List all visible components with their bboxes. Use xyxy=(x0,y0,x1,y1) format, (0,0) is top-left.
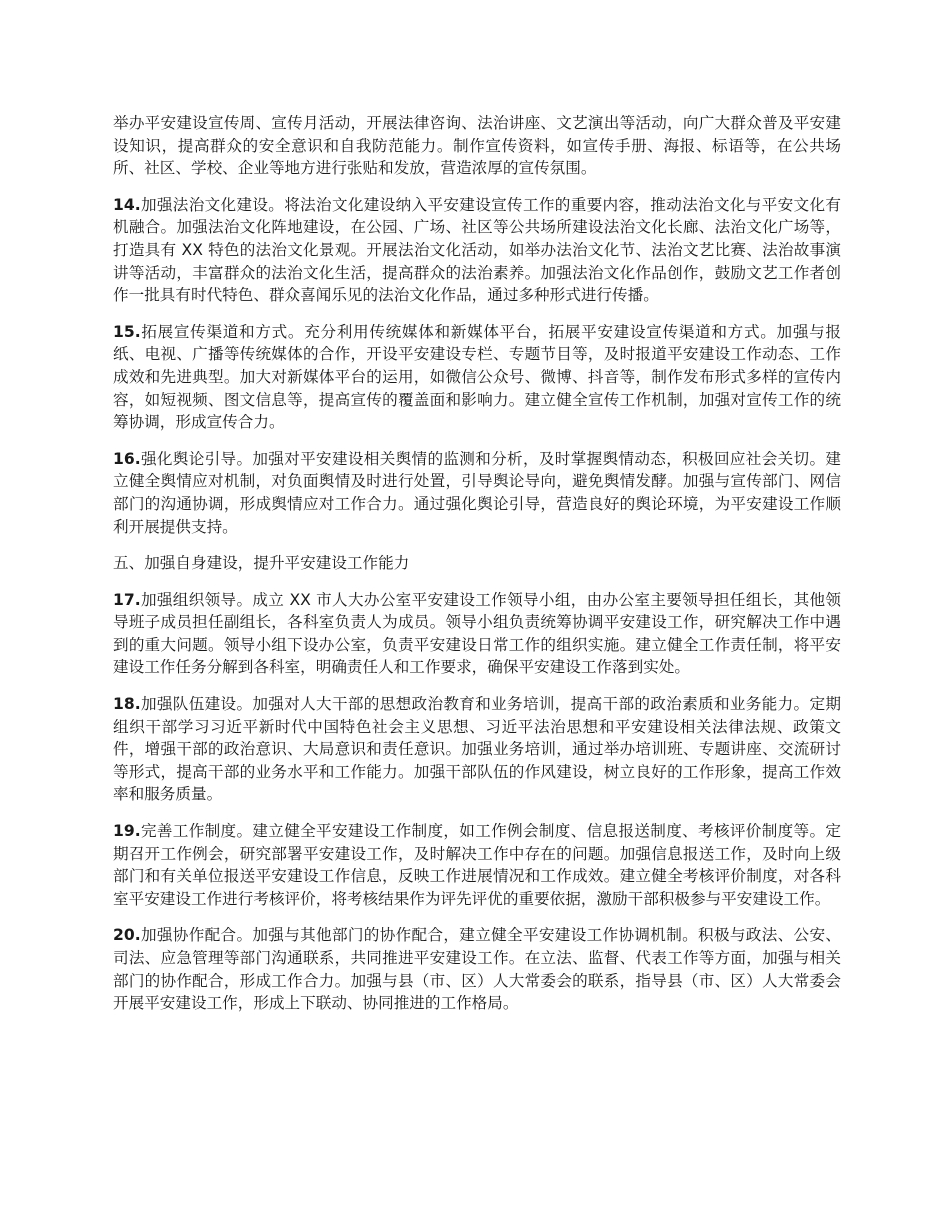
item-19-number: 19. xyxy=(113,822,141,841)
item-16-paragraph xyxy=(113,448,841,538)
section-5-heading: 五、加强自身建设，提升平安建设工作能力 xyxy=(113,554,410,573)
item-20-paragraph xyxy=(113,924,841,1014)
item-15-text: 拓展宣传渠道和方式。充分利用传统媒体和新媒体平台，拓展平安建设宣传渠道和方式。加强与报纸、电视、广播等传统媒体的合作，开设平安建设专栏、专题节目等，及时报道平安建设工作动态、工作成效和先进典型。加大对新媒体平台的运用，如微信公众号、微博、抖音等，制作发布形式多样的宣传内容，如短视频、图文信息等，提高宣传的覆盖面和影响力。建立健全宣传工作机制，加强对宣传工作的统筹协调，形成宣传合力。 xyxy=(113,322,841,432)
item-18-number: 18. xyxy=(113,695,141,714)
item-16-number: 16. xyxy=(113,449,141,468)
item-17-text: 加强组织领导。成立 XX 市人大办公室平安建设工作领导小组，由办公室主要领导担任组长，其他领导班子成员担任副组长，各科室负责人为成员。领导小组负责统筹协调平安建设工作，研究解决工作中遇到的重大问题。领导小组下设办公室，负责平安建设日常工作的组织实施。建立健全工作责任制，将平安建设工作任务分解到各科室，明确责任人和工作要求，确保平安建设工作落到实处。 xyxy=(113,590,841,677)
item-19-paragraph xyxy=(113,820,841,910)
item-15-paragraph xyxy=(113,321,841,434)
item-18-text: 加强队伍建设。加强对人大干部的思想政治教育和业务培训，提高干部的政治素质和业务能力。定期组织干部学习习近平新时代中国特色社会主义思想、习近平法治思想和平安建设相关法律法规、政策文件，增强干部的政治意识、大局意识和责任意识。加强业务培训，通过举办培训班、专题讲座、交流研讨等形式，提高干部的业务水平和工作能力。加强干部队伍的作风建设，树立良好的工作形象，提高工作效率和服务质量。 xyxy=(113,695,841,804)
item-16-text: 强化舆论引导。加强对平安建设相关舆情的监测和分析，及时掌握舆情动态，积极回应社会关切。建立健全舆情应对机制，对负面舆情及时进行处置，引导舆论导向，避免舆情发酵。加强与宣传部门、网信部门的沟通协调，形成舆情应对工作合力。通过强化舆论引导，营造良好的舆论环境，为平安建设工作顺利开展提供支持。 xyxy=(113,449,841,536)
item-14-number: 14. xyxy=(113,195,141,214)
item-20-text: 加强协作配合。加强与其他部门的协作配合，建立健全平安建设工作协调机制。积极与政法、公安、司法、应急管理等部门沟通联系，共同推进平安建设工作。在立法、监督、代表工作等方面，加强与相关部门的协作配合，形成工作合力。加强与县（市、区）人大常委会的联系，指导县（市、区）人大常委会开展平安建设工作，形成上下联动、协同推进的工作格局。 xyxy=(113,926,841,1013)
item-18-paragraph xyxy=(113,693,841,806)
item-19-text: 完善工作制度。建立健全平安建设工作制度，如工作例会制度、信息报送制度、考核评价制度等。定期召开工作例会，研究部署平安建设工作，及时解决工作中存在的问题。加强信息报送工作，及时向上级部门和有关单位报送平安建设工作信息，反映工作进展情况和工作成效。建立健全考核评价制度，对各科室平安建设工作进行考核评价，将考核结果作为评先评优的重要依据，激励干部积极参与平安建设工作。 xyxy=(113,822,841,908)
item-17-number: 17. xyxy=(113,590,141,609)
item-14-text: 加强法治文化建设。将法治文化建设纳入平安建设宣传工作的重要内容，推动法治文化与平安文化有机融合。加强法治文化阵地建设，在公园、广场、社区等公共场所建设法治文化长廊、法治文化广场等，打造具有 XX 特色的法治文化景观。开展法治文化活动，如举办法治文化节、法治文艺比赛、法治故事演讲等活动，丰富群众的法治文化生活，提高群众的法治素养。加强法治文化作品创作，鼓励文艺工作者创作一批具有时代特色、群众喜闻乐见的法治文化作品，通过多种形式进行传播。 xyxy=(113,195,841,305)
item-15-number: 15. xyxy=(113,322,141,341)
item-14-paragraph xyxy=(113,194,841,307)
item-20-number: 20. xyxy=(113,926,141,945)
item-17-paragraph xyxy=(113,589,841,679)
intro-paragraph: 举办平安建设宣传周、宣传月活动，开展法律咨询、法治讲座、文艺演出等活动，向广大群众普及平安建设知识，提高群众的安全意识和自我防范能力。制作宣传资料，如宣传手册、海报、标语等，在公共场所、社区、学校、企业等地方进行张贴和发放，营造浓厚的宣传氛围。 xyxy=(113,114,841,178)
document-page xyxy=(113,112,841,1029)
